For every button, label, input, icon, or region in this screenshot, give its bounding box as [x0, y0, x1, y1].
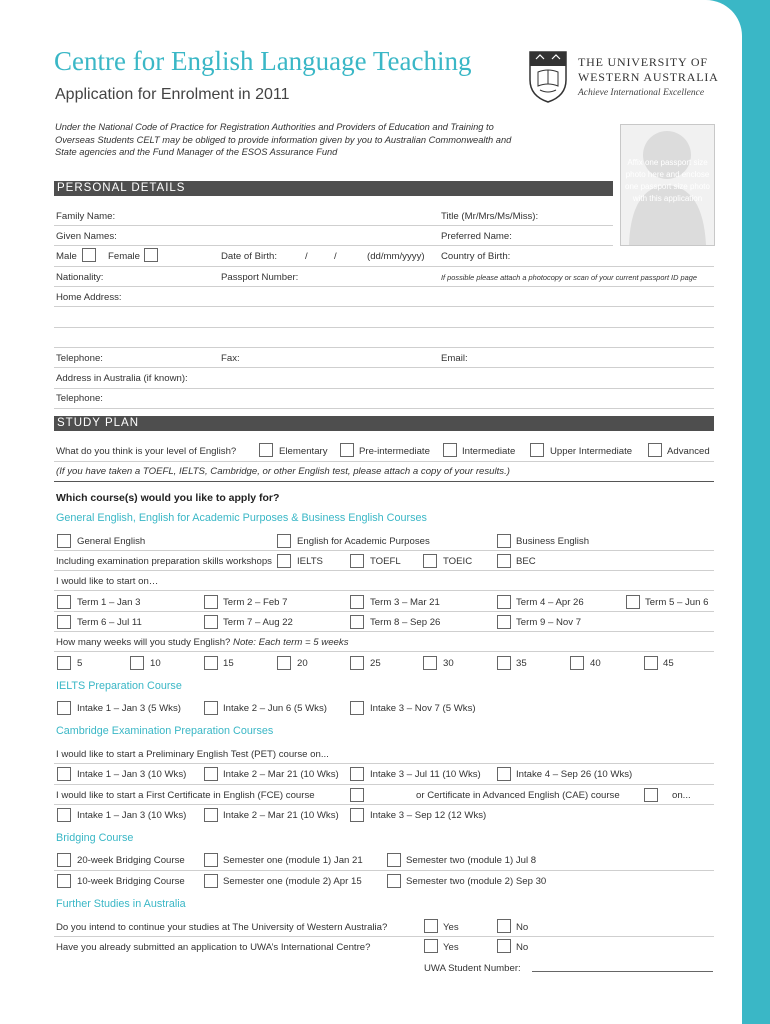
- pet-label: Intake 3 – Jul 11 (10 Wks): [370, 769, 481, 780]
- family-name-label: Family Name:: [56, 211, 116, 222]
- address-australia-field[interactable]: [54, 388, 714, 389]
- title-label: Title (Mr/Mrs/Ms/Miss):: [441, 211, 539, 222]
- passport-note: If possible please attach a photocopy or scan of your current passport ID page: [441, 273, 697, 282]
- term-checkbox[interactable]: [204, 615, 218, 629]
- course-label: General English: [77, 536, 146, 547]
- telephone-field[interactable]: [54, 367, 714, 368]
- pet-label: Intake 1 – Jan 3 (10 Wks): [77, 769, 187, 780]
- weeks-checkbox[interactable]: [497, 656, 511, 670]
- term-checkbox[interactable]: [350, 595, 364, 609]
- pet-checkbox[interactable]: [57, 767, 71, 781]
- level-label: Pre-intermediate: [359, 446, 430, 457]
- continue-yes-checkbox[interactable]: [424, 919, 438, 933]
- address-australia-label: Address in Australia (if known):: [56, 373, 188, 384]
- course-checkbox[interactable]: [277, 534, 291, 548]
- female-label: Female: [108, 251, 140, 262]
- bridging-checkbox[interactable]: [204, 874, 218, 888]
- cae-text: or Certificate in Advanced English (CAE) course: [416, 790, 620, 801]
- level-label: Upper Intermediate: [550, 446, 633, 457]
- country-of-birth-label: Country of Birth:: [441, 251, 511, 262]
- exam-checkbox[interactable]: [423, 554, 437, 568]
- term-checkbox[interactable]: [497, 615, 511, 629]
- bridging-checkbox[interactable]: [387, 874, 401, 888]
- dob-label: Date of Birth:: [221, 251, 277, 262]
- bridging-label: 10-week Bridging Course: [77, 876, 185, 887]
- dob-separator: /: [334, 251, 337, 262]
- bridging-label: Semester one (module 1) Jan 21: [223, 855, 363, 866]
- on-text: on...: [672, 790, 691, 801]
- fax-label: Fax:: [221, 353, 240, 364]
- ielts-label: Intake 2 – Jun 6 (5 Wks): [223, 703, 327, 714]
- ielts-checkbox[interactable]: [350, 701, 364, 715]
- further-studies-heading: Further Studies in Australia: [56, 898, 186, 910]
- term-label: Term 8 – Sep 26: [370, 617, 441, 628]
- fce-intake-checkbox[interactable]: [57, 808, 71, 822]
- ielts-label: Intake 1 – Jan 3 (5 Wks): [77, 703, 181, 714]
- pet-checkbox[interactable]: [350, 767, 364, 781]
- level-checkbox[interactable]: [443, 443, 457, 457]
- fce-intake-label: Intake 3 – Sep 12 (12 Wks): [370, 810, 487, 821]
- bridging-label: Semester one (module 2) Apr 15: [223, 876, 362, 887]
- page-subtitle: Application for Enrolment in 2011: [55, 86, 290, 103]
- personal-details-heading: PERSONAL DETAILS: [54, 181, 613, 196]
- bridging-heading: Bridging Course: [56, 832, 134, 844]
- level-checkbox[interactable]: [530, 443, 544, 457]
- preferred-name-label: Preferred Name:: [441, 231, 512, 242]
- level-label: Elementary: [279, 446, 328, 457]
- ielts-checkbox[interactable]: [204, 701, 218, 715]
- uwa-student-number-field[interactable]: [532, 971, 713, 972]
- fce-checkbox[interactable]: [350, 788, 364, 802]
- level-checkbox[interactable]: [648, 443, 662, 457]
- submitted-question: Have you already submitted an application to UWA’s International Centre?: [56, 942, 371, 953]
- dob-separator: /: [305, 251, 308, 262]
- female-checkbox[interactable]: [144, 248, 158, 262]
- ielts-heading: IELTS Preparation Course: [56, 680, 182, 692]
- weeks-checkbox[interactable]: [204, 656, 218, 670]
- bridging-checkbox[interactable]: [57, 853, 71, 867]
- yes-label: Yes: [443, 942, 459, 953]
- exam-checkbox[interactable]: [277, 554, 291, 568]
- exam-label: IELTS: [297, 556, 323, 567]
- exam-label: BEC: [516, 556, 536, 567]
- level-label: Intermediate: [462, 446, 516, 457]
- intro-text: Under the National Code of Practice for Registration Authorities and Providers of Education and Training to Overseas Students CELT may be obliged to provide information given by you to Australian Commonwealth and State agencies and the Fund Manager of the ESOS Assurance Fund: [55, 122, 512, 157]
- pet-label: Intake 4 – Sep 26 (10 Wks): [516, 769, 633, 780]
- weeks-label: 25: [370, 658, 381, 669]
- weeks-checkbox[interactable]: [423, 656, 437, 670]
- course-label: English for Academic Purposes: [297, 536, 430, 547]
- term-label: Term 9 – Nov 7: [516, 617, 582, 628]
- weeks-checkbox[interactable]: [350, 656, 364, 670]
- weeks-question: How many weeks will you study English? Note: Each term = 5 weeks: [56, 637, 349, 648]
- university-name: THE UNIVERSITY OF WESTERN AUSTRALIA: [578, 55, 719, 84]
- which-course-heading: Which course(s) would you like to apply for?: [56, 492, 280, 504]
- ielts-checkbox[interactable]: [57, 701, 71, 715]
- general-courses-heading: General English, English for Academic Purposes & Business English Courses: [56, 512, 427, 524]
- bridging-checkbox[interactable]: [204, 853, 218, 867]
- no-label: No: [516, 942, 529, 953]
- fce-intake-checkbox[interactable]: [350, 808, 364, 822]
- submitted-no-checkbox[interactable]: [497, 939, 511, 953]
- uwa-student-number-label: UWA Student Number:: [424, 963, 521, 974]
- university-crest-icon: [528, 50, 568, 104]
- weeks-checkbox[interactable]: [644, 656, 658, 670]
- term-checkbox[interactable]: [497, 595, 511, 609]
- course-checkbox[interactable]: [57, 534, 71, 548]
- fce-intake-checkbox[interactable]: [204, 808, 218, 822]
- no-label: No: [516, 922, 529, 933]
- fce-text: I would like to start a First Certificate in English (FCE) course: [56, 790, 315, 801]
- telephone-label: Telephone:: [56, 353, 103, 364]
- fce-intake-label: Intake 1 – Jan 3 (10 Wks): [77, 810, 187, 821]
- pet-checkbox[interactable]: [497, 767, 511, 781]
- term-checkbox[interactable]: [350, 615, 364, 629]
- bridging-label: Semester two (module 1) Jul 8: [406, 855, 537, 866]
- bridging-label: 20-week Bridging Course: [77, 855, 185, 866]
- start-on-label: I would like to start on…: [56, 576, 159, 587]
- level-checkbox[interactable]: [340, 443, 354, 457]
- bridging-checkbox[interactable]: [387, 853, 401, 867]
- weeks-checkbox[interactable]: [57, 656, 71, 670]
- telephone-label: Telephone:: [56, 393, 103, 404]
- weeks-checkbox[interactable]: [130, 656, 144, 670]
- nationality-field[interactable]: [54, 286, 714, 287]
- passport-number-label: Passport Number:: [221, 272, 299, 283]
- telephone-field[interactable]: [54, 408, 714, 409]
- weeks-checkbox[interactable]: [570, 656, 584, 670]
- level-label: Advanced: [667, 446, 710, 457]
- weeks-label: 5: [77, 658, 83, 669]
- weeks-label: 20: [297, 658, 308, 669]
- exam-label: TOEFL: [370, 556, 401, 567]
- term-label: Term 6 – Jul 11: [77, 617, 142, 628]
- term-label: Term 2 – Feb 7: [223, 597, 288, 608]
- nationality-label: Nationality:: [56, 272, 104, 283]
- weeks-label: 30: [443, 658, 454, 669]
- exam-checkbox[interactable]: [350, 554, 364, 568]
- male-label: Male: [56, 251, 77, 262]
- course-checkbox[interactable]: [497, 534, 511, 548]
- fce-intake-label: Intake 2 – Mar 21 (10 Wks): [223, 810, 339, 821]
- cae-checkbox[interactable]: [644, 788, 658, 802]
- dob-format: (dd/mm/yyyy): [367, 251, 425, 262]
- test-note: (If you have taken a TOEFL, IELTS, Cambridge, or other English test, please attach a copy of your results.): [56, 466, 510, 477]
- term-checkbox[interactable]: [626, 595, 640, 609]
- weeks-label: 40: [590, 658, 601, 669]
- pet-label: Intake 2 – Mar 21 (10 Wks): [223, 769, 339, 780]
- term-label: Term 7 – Aug 22: [223, 617, 293, 628]
- weeks-label: 15: [223, 658, 234, 669]
- weeks-label: 35: [516, 658, 527, 669]
- term-label: Term 3 – Mar 21: [370, 597, 440, 608]
- term-label: Term 1 – Jan 3: [77, 597, 141, 608]
- level-checkbox[interactable]: [259, 443, 273, 457]
- university-tagline: Achieve International Excellence: [578, 88, 705, 98]
- weeks-label: 10: [150, 658, 161, 669]
- bridging-label: Semester two (module 2) Sep 30: [406, 876, 547, 887]
- yes-label: Yes: [443, 922, 459, 933]
- ielts-label: Intake 3 – Nov 7 (5 Wks): [370, 703, 476, 714]
- course-label: Business English: [516, 536, 590, 547]
- pet-checkbox[interactable]: [204, 767, 218, 781]
- continue-no-checkbox[interactable]: [497, 919, 511, 933]
- photo-instructions: Affix one passport size photo here and enclose one passport size photo with this application: [625, 158, 710, 203]
- home-address-field[interactable]: [54, 347, 714, 348]
- home-address-field[interactable]: [54, 306, 714, 307]
- study-plan-heading: STUDY PLAN: [54, 416, 714, 431]
- passport-photo-box[interactable]: [620, 124, 715, 246]
- term-checkbox[interactable]: [204, 595, 218, 609]
- term-checkbox[interactable]: [57, 595, 71, 609]
- exam-label: TOEIC: [443, 556, 473, 567]
- level-question: What do you think is your level of English?: [56, 446, 237, 457]
- submitted-yes-checkbox[interactable]: [424, 939, 438, 953]
- dob-field[interactable]: [54, 266, 714, 267]
- cambridge-heading: Cambridge Examination Preparation Courses: [56, 725, 274, 737]
- pet-text: I would like to start a Preliminary English Test (PET) course on...: [56, 749, 329, 760]
- exam-prep-label: Including examination preparation skills workshops: [56, 556, 272, 567]
- given-names-field[interactable]: [54, 245, 613, 246]
- term-checkbox[interactable]: [57, 615, 71, 629]
- weeks-label: 45: [663, 658, 674, 669]
- continue-question: Do you intend to continue your studies at The University of Western Australia?: [56, 922, 388, 933]
- family-name-field[interactable]: [54, 225, 613, 226]
- page-title: Centre for English Language Teaching: [54, 46, 472, 76]
- term-label: Term 5 – Jun 6: [645, 597, 709, 608]
- male-checkbox[interactable]: [82, 248, 96, 262]
- email-label: Email:: [441, 353, 468, 364]
- home-address-field[interactable]: [54, 327, 714, 328]
- weeks-checkbox[interactable]: [277, 656, 291, 670]
- exam-checkbox[interactable]: [497, 554, 511, 568]
- bridging-checkbox[interactable]: [57, 874, 71, 888]
- given-names-label: Given Names:: [56, 231, 117, 242]
- home-address-label: Home Address:: [56, 292, 122, 303]
- term-label: Term 4 – Apr 26: [516, 597, 584, 608]
